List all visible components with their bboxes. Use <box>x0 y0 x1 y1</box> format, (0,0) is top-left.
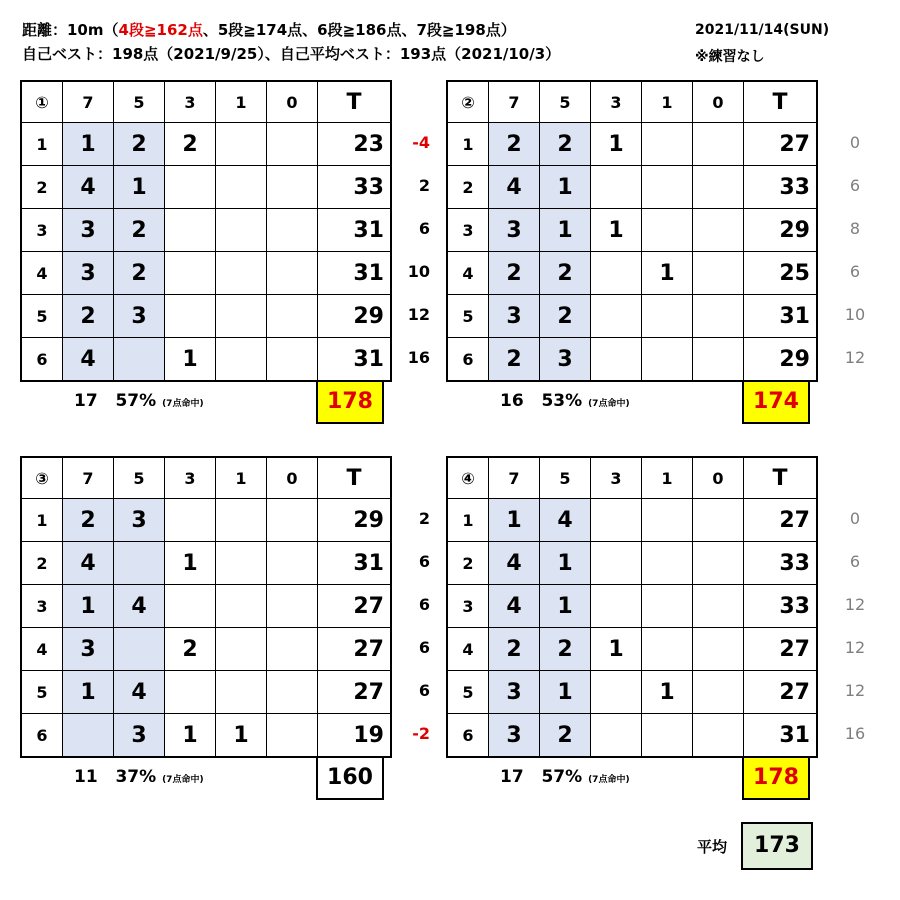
hit-count-cell <box>693 123 744 166</box>
hit-count-cell: 1 <box>165 542 216 585</box>
hit-count-cell <box>693 628 744 671</box>
distance-rule-text <box>22 20 516 40</box>
hit-count-cell: 2 <box>489 338 540 382</box>
column-header: T <box>318 457 392 499</box>
column-header: T <box>744 81 818 123</box>
hit-count-cell <box>267 123 318 166</box>
end-total-cell: 27 <box>318 671 392 714</box>
hit-count-cell <box>216 542 267 585</box>
column-header: 7 <box>63 457 114 499</box>
seven-note: (7点命中) <box>588 775 630 785</box>
cumulative-diff: -4 <box>412 133 430 152</box>
hit-count-cell <box>693 166 744 209</box>
score-table-2 <box>446 80 818 382</box>
score-header-row <box>21 457 391 499</box>
hit-count-cell: 1 <box>165 338 216 382</box>
distance-red-rule: 4段≧162点 <box>118 21 203 39</box>
hit-count-cell <box>267 295 318 338</box>
seven-count: 17 <box>74 391 98 411</box>
hit-count-cell: 1 <box>591 123 642 166</box>
column-header: 3 <box>165 457 216 499</box>
end-number: 6 <box>21 714 63 758</box>
seven-count: 17 <box>500 767 524 787</box>
cumulative-diff: 2 <box>418 176 430 195</box>
table-row <box>447 123 817 166</box>
hit-count-cell <box>693 585 744 628</box>
column-header: 7 <box>489 457 540 499</box>
hit-count-cell <box>591 585 642 628</box>
hit-count-cell <box>642 123 693 166</box>
score-header-row <box>447 457 817 499</box>
cumulative-diff: -2 <box>412 724 430 743</box>
hit-count-cell: 4 <box>63 338 114 382</box>
hit-count-cell: 4 <box>489 585 540 628</box>
hit-count-cell: 1 <box>540 166 591 209</box>
personal-best-text: 自己ベスト：198点（2021/9/25）、自己平均ベスト：193点（2021/10/3） <box>22 45 561 63</box>
hit-count-cell <box>267 252 318 295</box>
end-number: 5 <box>447 295 489 338</box>
column-header: 3 <box>165 81 216 123</box>
hit-count-cell: 2 <box>540 295 591 338</box>
column-header: 3 <box>591 81 642 123</box>
hit-count-cell: 1 <box>63 671 114 714</box>
seven-note: (7点命中) <box>162 775 204 785</box>
end-number: 3 <box>447 209 489 252</box>
table-row <box>21 338 391 382</box>
hit-count-cell: 2 <box>489 252 540 295</box>
table-row <box>21 585 391 628</box>
table-row <box>21 123 391 166</box>
round-label: ③ <box>21 457 63 499</box>
score-table-1 <box>20 80 392 382</box>
table-row <box>447 585 817 628</box>
column-header: 0 <box>267 457 318 499</box>
hit-count-cell <box>165 499 216 542</box>
seven-note: (7点命中) <box>162 399 204 409</box>
column-header: 1 <box>216 457 267 499</box>
column-header: 0 <box>693 81 744 123</box>
hit-count-cell: 2 <box>540 123 591 166</box>
hit-count-cell: 3 <box>63 628 114 671</box>
end-number: 1 <box>447 123 489 166</box>
column-header: 5 <box>540 81 591 123</box>
hit-stats <box>500 767 630 787</box>
end-total-cell: 31 <box>744 714 818 758</box>
column-header: 1 <box>642 457 693 499</box>
hit-count-cell <box>267 499 318 542</box>
end-number: 5 <box>21 295 63 338</box>
table-row <box>447 542 817 585</box>
hit-count-cell: 4 <box>489 166 540 209</box>
hit-count-cell: 3 <box>489 295 540 338</box>
hit-count-cell <box>591 295 642 338</box>
table-row <box>21 714 391 758</box>
cumulative-diff: 6 <box>849 176 861 195</box>
hit-count-cell: 2 <box>114 123 165 166</box>
hit-count-cell <box>267 209 318 252</box>
end-total-cell: 27 <box>744 671 818 714</box>
hit-count-cell: 2 <box>63 499 114 542</box>
hit-count-cell <box>591 671 642 714</box>
hit-count-cell: 3 <box>489 714 540 758</box>
column-header: 0 <box>693 457 744 499</box>
hit-count-cell: 1 <box>642 671 693 714</box>
hit-count-cell <box>165 252 216 295</box>
table-row <box>21 166 391 209</box>
cumulative-diff: 6 <box>418 638 430 657</box>
cumulative-diff: 12 <box>844 681 866 700</box>
end-number: 6 <box>447 714 489 758</box>
cumulative-diff: 6 <box>418 552 430 571</box>
column-header: 0 <box>267 81 318 123</box>
hit-count-cell: 4 <box>489 542 540 585</box>
end-number: 2 <box>447 166 489 209</box>
hit-count-cell: 4 <box>114 585 165 628</box>
column-header: 7 <box>489 81 540 123</box>
end-number: 6 <box>447 338 489 382</box>
hit-count-cell <box>216 499 267 542</box>
hit-count-cell: 3 <box>114 714 165 758</box>
end-total-cell: 33 <box>744 166 818 209</box>
cumulative-diff: 16 <box>407 348 430 367</box>
round-total: 178 <box>316 380 384 424</box>
hit-count-cell <box>693 209 744 252</box>
hit-count-cell: 1 <box>540 209 591 252</box>
hit-count-cell <box>642 209 693 252</box>
hit-count-cell <box>267 166 318 209</box>
end-number: 4 <box>447 628 489 671</box>
table-row <box>447 671 817 714</box>
hit-count-cell: 1 <box>540 671 591 714</box>
table-row <box>447 252 817 295</box>
note-text: ※練習なし <box>695 49 765 65</box>
hit-count-cell: 4 <box>63 166 114 209</box>
column-header: 5 <box>540 457 591 499</box>
hit-count-cell <box>216 166 267 209</box>
hit-count-cell <box>591 542 642 585</box>
hit-count-cell <box>267 714 318 758</box>
hit-count-cell <box>216 671 267 714</box>
cumulative-diff: 12 <box>844 638 866 657</box>
cumulative-diff: 6 <box>418 595 430 614</box>
cumulative-diff: 8 <box>849 219 861 238</box>
column-header: 3 <box>591 457 642 499</box>
hit-count-cell: 1 <box>165 714 216 758</box>
column-header: 1 <box>216 81 267 123</box>
hit-count-cell: 2 <box>489 123 540 166</box>
table-row <box>21 295 391 338</box>
hit-count-cell <box>642 499 693 542</box>
average-value: 173 <box>741 822 813 870</box>
hit-count-cell: 2 <box>165 628 216 671</box>
table-row <box>447 295 817 338</box>
hit-count-cell <box>693 542 744 585</box>
hit-count-cell <box>591 499 642 542</box>
end-total-cell: 33 <box>744 542 818 585</box>
hit-count-cell: 3 <box>489 209 540 252</box>
hit-count-cell <box>267 671 318 714</box>
hit-count-cell <box>591 338 642 382</box>
end-number: 3 <box>21 209 63 252</box>
end-number: 4 <box>21 628 63 671</box>
hit-count-cell <box>267 628 318 671</box>
hit-count-cell <box>642 338 693 382</box>
table-row <box>447 209 817 252</box>
end-number: 6 <box>21 338 63 382</box>
end-number: 1 <box>447 499 489 542</box>
hit-count-cell: 2 <box>540 714 591 758</box>
end-number: 5 <box>21 671 63 714</box>
cumulative-diff: 12 <box>407 305 430 324</box>
spacer <box>98 767 116 787</box>
end-total-cell: 29 <box>744 209 818 252</box>
hit-count-cell <box>642 295 693 338</box>
column-header: T <box>318 81 392 123</box>
hit-count-cell <box>165 295 216 338</box>
hit-count-cell: 2 <box>114 209 165 252</box>
hit-count-cell: 2 <box>165 123 216 166</box>
end-total-cell: 31 <box>318 252 392 295</box>
hit-count-cell <box>642 585 693 628</box>
cumulative-diff: 6 <box>849 552 861 571</box>
table-row <box>447 499 817 542</box>
hit-stats <box>74 391 204 411</box>
hit-count-cell: 1 <box>114 166 165 209</box>
end-total-cell: 19 <box>318 714 392 758</box>
hit-count-cell <box>693 295 744 338</box>
spacer <box>98 391 116 411</box>
hit-count-cell <box>267 338 318 382</box>
score-table-4 <box>446 456 818 758</box>
seven-percent: 53% <box>541 391 583 411</box>
cumulative-diff: 10 <box>844 305 866 324</box>
distance-suffix: 、5段≧174点、6段≧186点、7段≧198点） <box>202 21 516 39</box>
end-number: 4 <box>21 252 63 295</box>
table-row <box>447 166 817 209</box>
table-row <box>21 252 391 295</box>
hit-count-cell <box>642 714 693 758</box>
column-header: T <box>744 457 818 499</box>
table-row <box>21 209 391 252</box>
hit-count-cell <box>114 542 165 585</box>
hit-stats <box>74 767 204 787</box>
end-total-cell: 29 <box>318 499 392 542</box>
hit-count-cell: 4 <box>540 499 591 542</box>
score-header-row <box>447 81 817 123</box>
hit-count-cell: 2 <box>540 628 591 671</box>
hit-count-cell <box>693 499 744 542</box>
hit-count-cell: 2 <box>114 252 165 295</box>
hit-count-cell <box>216 252 267 295</box>
hit-count-cell <box>216 585 267 628</box>
cumulative-diff: 0 <box>849 133 861 152</box>
end-number: 2 <box>21 166 63 209</box>
seven-count: 16 <box>500 391 524 411</box>
end-total-cell: 31 <box>744 295 818 338</box>
hit-count-cell <box>63 714 114 758</box>
cumulative-diff: 6 <box>418 219 430 238</box>
cumulative-diff: 0 <box>849 509 861 528</box>
end-total-cell: 33 <box>318 166 392 209</box>
end-total-cell: 27 <box>744 628 818 671</box>
hit-count-cell: 3 <box>489 671 540 714</box>
end-number: 2 <box>21 542 63 585</box>
end-number: 1 <box>21 123 63 166</box>
table-row <box>447 714 817 758</box>
end-total-cell: 25 <box>744 252 818 295</box>
hit-count-cell <box>642 542 693 585</box>
hit-count-cell: 1 <box>540 542 591 585</box>
hit-count-cell <box>591 166 642 209</box>
score-header-row <box>21 81 391 123</box>
round-label: ② <box>447 81 489 123</box>
average-label: 平均 <box>697 838 728 856</box>
hit-count-cell <box>591 714 642 758</box>
hit-count-cell <box>642 628 693 671</box>
end-total-cell: 33 <box>744 585 818 628</box>
round-label: ④ <box>447 457 489 499</box>
hit-count-cell: 2 <box>540 252 591 295</box>
table-row <box>21 542 391 585</box>
hit-count-cell <box>267 542 318 585</box>
column-header: 7 <box>63 81 114 123</box>
table-row <box>447 628 817 671</box>
column-header: 5 <box>114 81 165 123</box>
table-row <box>21 499 391 542</box>
hit-count-cell <box>591 252 642 295</box>
hit-count-cell <box>216 123 267 166</box>
round-total: 174 <box>742 380 810 424</box>
hit-count-cell: 1 <box>63 585 114 628</box>
hit-count-cell: 3 <box>540 338 591 382</box>
hit-count-cell: 4 <box>63 542 114 585</box>
seven-percent: 37% <box>115 767 157 787</box>
end-total-cell: 31 <box>318 542 392 585</box>
end-total-cell: 29 <box>318 295 392 338</box>
hit-count-cell: 1 <box>540 585 591 628</box>
hit-count-cell <box>267 585 318 628</box>
end-total-cell: 27 <box>318 628 392 671</box>
end-total-cell: 27 <box>744 123 818 166</box>
cumulative-diff: 6 <box>849 262 861 281</box>
hit-count-cell <box>165 209 216 252</box>
end-total-cell: 23 <box>318 123 392 166</box>
cumulative-diff: 10 <box>407 262 430 281</box>
table-row <box>447 338 817 382</box>
hit-count-cell: 4 <box>114 671 165 714</box>
end-total-cell: 31 <box>318 338 392 382</box>
table-row <box>21 628 391 671</box>
hit-count-cell <box>693 338 744 382</box>
spacer <box>524 391 542 411</box>
hit-count-cell: 1 <box>216 714 267 758</box>
hit-stats <box>500 391 630 411</box>
hit-count-cell: 3 <box>63 209 114 252</box>
seven-note: (7点命中) <box>588 399 630 409</box>
end-number: 2 <box>447 542 489 585</box>
column-header: 1 <box>642 81 693 123</box>
seven-percent: 57% <box>541 767 583 787</box>
hit-count-cell <box>216 628 267 671</box>
cumulative-diff: 12 <box>844 595 866 614</box>
hit-count-cell <box>216 295 267 338</box>
seven-percent: 57% <box>115 391 157 411</box>
hit-count-cell: 1 <box>591 209 642 252</box>
hit-count-cell: 1 <box>642 252 693 295</box>
end-total-cell: 27 <box>318 585 392 628</box>
hit-count-cell <box>693 252 744 295</box>
cumulative-diff: 12 <box>844 348 866 367</box>
hit-count-cell: 3 <box>63 252 114 295</box>
round-total: 160 <box>316 756 384 800</box>
hit-count-cell: 2 <box>489 628 540 671</box>
hit-count-cell <box>693 671 744 714</box>
seven-count: 11 <box>74 767 98 787</box>
cumulative-diff: 2 <box>418 509 430 528</box>
end-total-cell: 27 <box>744 499 818 542</box>
date-text: 2021/11/14(SUN) <box>695 22 830 38</box>
end-number: 3 <box>21 585 63 628</box>
hit-count-cell <box>693 714 744 758</box>
end-number: 1 <box>21 499 63 542</box>
hit-count-cell <box>165 166 216 209</box>
table-row <box>21 671 391 714</box>
hit-count-cell: 3 <box>114 295 165 338</box>
end-total-cell: 31 <box>318 209 392 252</box>
end-number: 4 <box>447 252 489 295</box>
hit-count-cell <box>165 585 216 628</box>
distance-prefix: 距離：10m（ <box>22 21 119 39</box>
hit-count-cell <box>165 671 216 714</box>
cumulative-diff: 6 <box>418 681 430 700</box>
hit-count-cell: 1 <box>591 628 642 671</box>
spacer <box>524 767 542 787</box>
score-table-3 <box>20 456 392 758</box>
hit-count-cell <box>114 338 165 382</box>
end-number: 3 <box>447 585 489 628</box>
end-total-cell: 29 <box>744 338 818 382</box>
hit-count-cell: 3 <box>114 499 165 542</box>
round-total: 178 <box>742 756 810 800</box>
hit-count-cell: 2 <box>63 295 114 338</box>
hit-count-cell: 1 <box>489 499 540 542</box>
round-label: ① <box>21 81 63 123</box>
column-header: 5 <box>114 457 165 499</box>
hit-count-cell <box>114 628 165 671</box>
hit-count-cell <box>642 166 693 209</box>
hit-count-cell <box>216 209 267 252</box>
end-number: 5 <box>447 671 489 714</box>
cumulative-diff: 16 <box>844 724 866 743</box>
hit-count-cell <box>216 338 267 382</box>
hit-count-cell: 1 <box>63 123 114 166</box>
